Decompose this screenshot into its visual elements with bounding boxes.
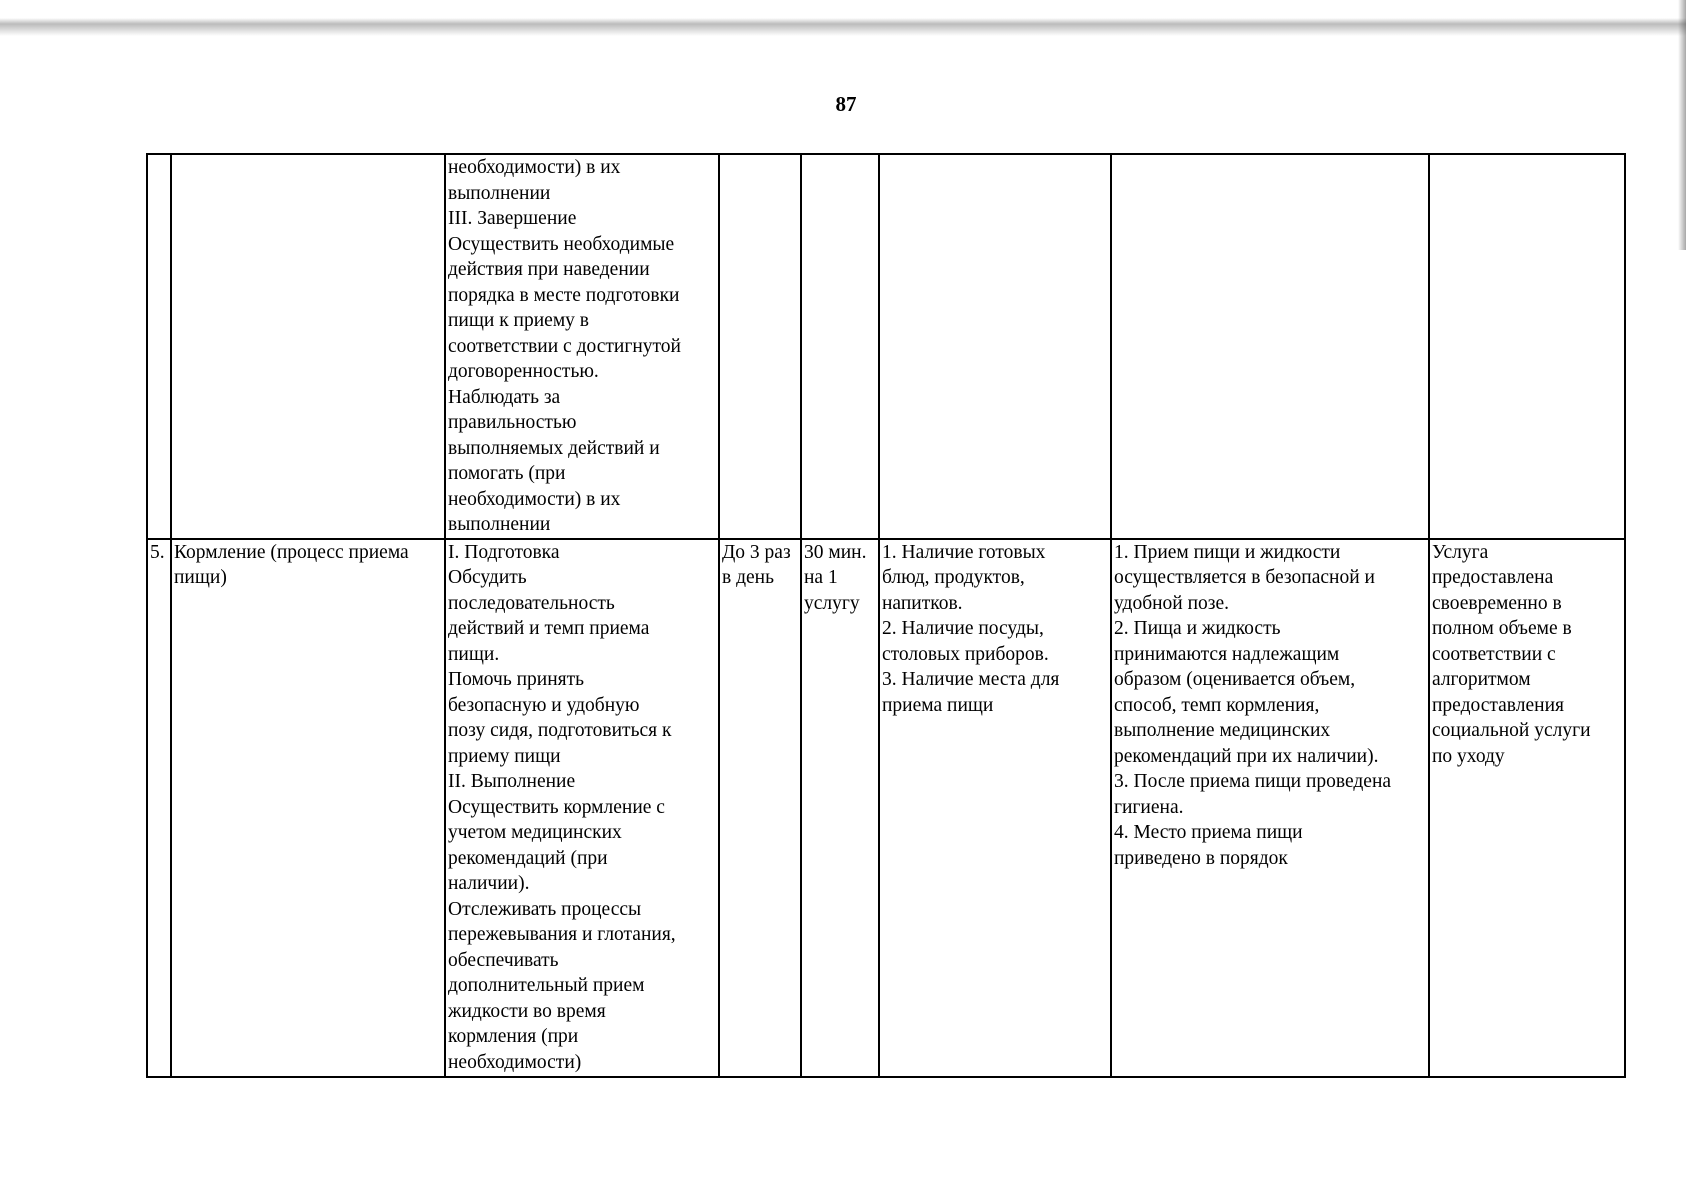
text-line: Обсудить [448, 567, 527, 588]
text-line: помогать (при [448, 463, 566, 484]
text-line: необходимости) в их [448, 157, 621, 178]
text-line: Осуществить кормление с [448, 796, 665, 818]
text-line: 30 мин. [804, 541, 867, 563]
text-line: приведено в порядок [1114, 847, 1288, 869]
text-line: наличии). [448, 873, 530, 894]
text-line: социальной услуги [1432, 720, 1591, 741]
duration-text [804, 540, 876, 617]
text-line: последовательность [448, 592, 615, 614]
text-line: пищи. [448, 643, 500, 665]
cell-quality-indicators [1111, 539, 1429, 1077]
text-line: блюд, продуктов, [882, 567, 1025, 588]
text-line: действия при наведении [448, 259, 650, 280]
text-line: жидкости во время [448, 1000, 606, 1022]
procedure-text [448, 540, 716, 1076]
text-line: 2. Наличие посуды, [882, 618, 1044, 639]
text-line: позу сидя, подготовиться к [448, 720, 672, 741]
text-line: алгоритмом [1432, 669, 1531, 690]
frequency-text [722, 540, 798, 591]
cell-duration [801, 154, 879, 539]
text-line: II. Выполнение [448, 771, 576, 792]
text-line: порядка в месте подготовки [448, 284, 680, 306]
text-line: предоставлена [1432, 567, 1554, 588]
cell-procedure [445, 539, 719, 1077]
text-line: 4. Место приема пищи [1114, 822, 1303, 843]
text-line: действий и темп приема [448, 618, 650, 639]
text-line: рекомендаций при их наличии). [1114, 745, 1379, 767]
cell-num [147, 539, 171, 1077]
text-line: дополнительный прием [448, 975, 645, 996]
cell-procedure [445, 154, 719, 539]
cell-result-assessment [1429, 154, 1625, 539]
cell-num [147, 154, 171, 539]
page-number: 87 [835, 92, 857, 116]
text-line: соответствии с [1432, 643, 1556, 665]
cell-frequency [719, 539, 801, 1077]
text-line: своевременно в [1432, 592, 1562, 614]
text-line: приему пищи [448, 745, 561, 767]
text-line: выполнение медицинских [1114, 720, 1331, 741]
text-line: 3. После приема пищи проведена [1114, 771, 1392, 792]
text-line: Помочь принять [448, 669, 585, 690]
text-line: Кормление (процесс приема [174, 541, 409, 563]
text-line: 1. Наличие готовых [882, 541, 1046, 563]
text-line: образом (оценивается объем, [1114, 669, 1356, 690]
procedure-text [448, 155, 716, 538]
text-line: выполняемых действий и [448, 437, 660, 459]
text-line: осуществляется в безопасной и [1114, 567, 1375, 588]
text-line: кормления (при [448, 1026, 579, 1047]
cell-result-assessment [1429, 539, 1625, 1077]
text-line: выполнении [448, 514, 551, 535]
text-line: удобной позе. [1114, 592, 1230, 614]
text-line: способ, темп кормления, [1114, 694, 1320, 716]
result-text [1432, 540, 1622, 770]
text-line: принимаются надлежащим [1114, 643, 1340, 665]
row-number: 5. [150, 541, 165, 563]
service-standards-table [146, 153, 1626, 1078]
text-line: безопасную и удобную [448, 694, 640, 716]
text-line: полном объеме в [1432, 618, 1572, 639]
text-line: пищи) [174, 567, 227, 588]
text-line: напитков. [882, 592, 963, 614]
cell-service-name [171, 154, 445, 539]
scan-edge-shadow [0, 0, 1686, 36]
text-line: 3. Наличие места для [882, 669, 1060, 690]
text-line: приема пищи [882, 694, 994, 716]
text-line: Осуществить необходимые [448, 233, 675, 255]
text-line: III. Завершение [448, 208, 577, 229]
text-line: 2. Пища и жидкость [1114, 618, 1281, 639]
text-line: Наблюдать за [448, 386, 561, 408]
text-line: выполнении [448, 182, 551, 204]
text-line: рекомендаций (при [448, 847, 608, 869]
text-line: столовых приборов. [882, 643, 1049, 665]
text-line: пережевывания и глотания, [448, 924, 676, 945]
text-line: До 3 раз [722, 541, 791, 563]
text-line: договоренностью. [448, 361, 599, 382]
text-line: Услуга [1432, 541, 1489, 563]
table-row-continuation [147, 154, 1625, 539]
conditions-text [882, 540, 1108, 719]
text-line: I. Подготовка [448, 541, 560, 563]
text-line: правильностью [448, 412, 577, 433]
scan-right-edge [1678, 0, 1686, 250]
cell-conditions [879, 539, 1111, 1077]
cell-service-name [171, 539, 445, 1077]
text-line: в день [722, 567, 774, 588]
cell-frequency [719, 154, 801, 539]
text-line: 1. Прием пищи и жидкости [1114, 541, 1341, 563]
table-row-5 [147, 539, 1625, 1077]
text-line: по уходу [1432, 745, 1505, 767]
text-line: соответствии с достигнутой [448, 335, 681, 357]
text-line: на 1 [804, 567, 838, 588]
text-line: услугу [804, 592, 860, 614]
cell-quality-indicators [1111, 154, 1429, 539]
text-line: учетом медицинских [448, 822, 622, 843]
text-line: обеспечивать [448, 949, 559, 971]
text-line: Отслеживать процессы [448, 898, 642, 920]
cell-conditions [879, 154, 1111, 539]
text-line: необходимости) [448, 1051, 582, 1073]
quality-text [1114, 540, 1426, 872]
text-line: предоставления [1432, 694, 1564, 716]
cell-duration [801, 539, 879, 1077]
text-line: пищи к приему в [448, 310, 589, 331]
text-line: гигиена. [1114, 796, 1184, 818]
service-name-text [174, 540, 442, 591]
text-line: необходимости) в их [448, 488, 621, 510]
